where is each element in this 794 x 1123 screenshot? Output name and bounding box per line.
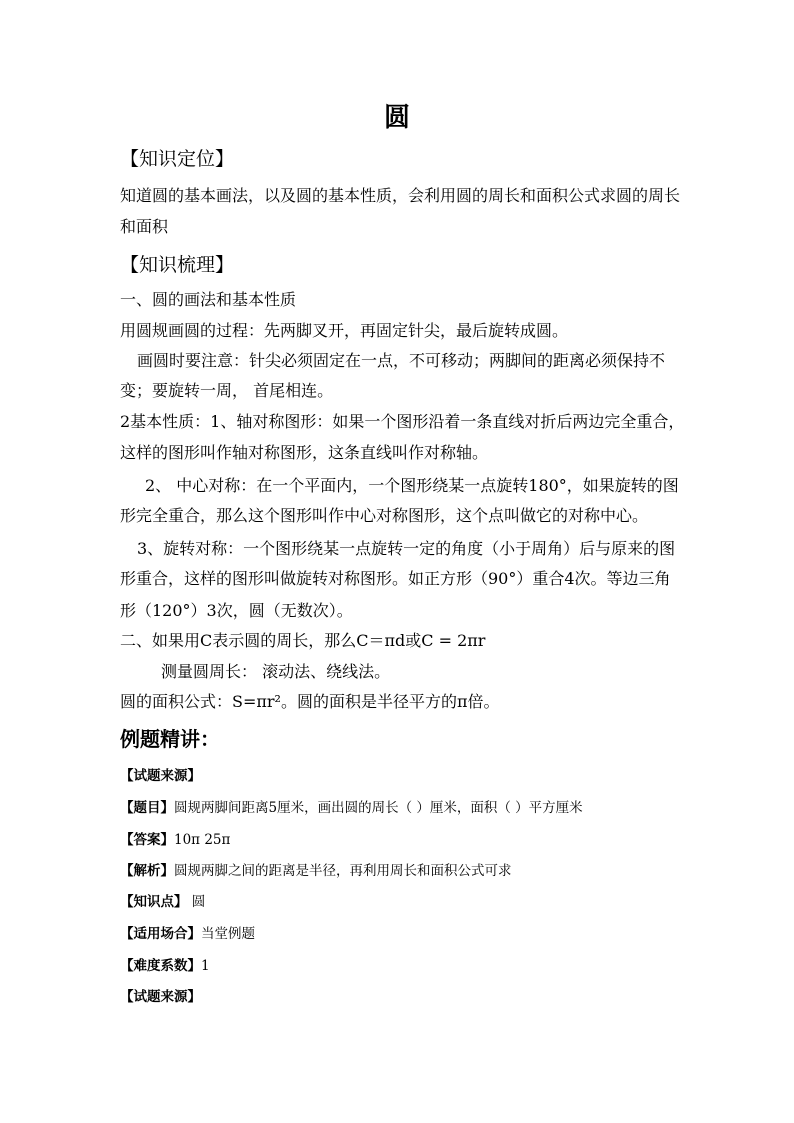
area-formula-text: 圆的面积公式：S=πr²。圆的面积是半径平方的π倍。 <box>120 692 500 711</box>
example-analysis-row <box>120 862 512 880</box>
example-source-label-2: 【试题来源】 <box>120 989 201 1005</box>
difficulty-label: 【难度系数】 <box>120 958 201 974</box>
drawing-notes-line-1: 画圆时要注意：针尖必须固定在一点，不可移动；两脚间的距离必须保持不 <box>137 351 666 370</box>
knowledge-label: 【知识点】 <box>120 894 188 910</box>
drawing-notes-line-2: 变；要旋转一周， 首尾相连。 <box>120 381 334 400</box>
rotational-symmetry-line-3: 形（120°）3次，圆（无数次）。 <box>120 601 353 620</box>
example-difficulty-row <box>120 957 210 975</box>
example-knowledge-row <box>120 893 205 911</box>
circumference-formula-text: 二、如果用C表示圆的周长，那么C＝πd或C = 2πr <box>120 631 486 650</box>
question-label: 【题目】 <box>120 800 174 816</box>
scene-label: 【适用场合】 <box>120 926 201 942</box>
central-symmetry-line-1: 2、 中心对称：在一个平面内，一个图形绕某一点旋转180°，如果旋转的图 <box>145 476 679 495</box>
section-heading-examples: 例题精讲： <box>120 727 220 751</box>
knowledge-text: 圆 <box>187 894 206 910</box>
central-symmetry-line-2: 形完全重合，那么这个图形叫作中心对称图形，这个点叫做它的对称中心。 <box>120 506 649 525</box>
paragraph-heading-drawing: 一、圆的画法和基本性质 <box>120 290 297 309</box>
positioning-text-line-2: 和面积 <box>120 217 169 236</box>
drawing-process-text: 用圆规画圆的过程：先两脚叉开，再固定针尖，最后旋转成圆。 <box>120 321 569 340</box>
positioning-text-line-1: 知道圆的基本画法，以及圆的基本性质，会利用圆的周长和面积公式求圆的周长 <box>120 186 681 205</box>
answer-label: 【答案】 <box>120 832 174 848</box>
answer-text: 10π 25π <box>174 832 231 848</box>
measure-circumference-text: 测量圆周长： 滚动法、绕线法。 <box>161 662 391 681</box>
question-text: 圆规两脚间距离5厘米，画出圆的周长（ ）厘米，面积（ ）平方厘米 <box>174 800 583 816</box>
axial-symmetry-line-2: 这样的图形叫作轴对称图形，这条直线叫作对称轴。 <box>120 443 489 462</box>
page-title: 圆 <box>383 103 410 133</box>
example-source-label-1: 【试题来源】 <box>120 768 201 784</box>
example-scene-row <box>120 925 255 943</box>
analysis-text: 圆规两脚之间的距离是半径，再利用周长和面积公式可求 <box>174 863 512 879</box>
section-heading-positioning: 【知识定位】 <box>120 148 235 170</box>
example-question-row <box>120 799 583 817</box>
section-heading-review: 【知识梳理】 <box>120 254 235 276</box>
analysis-label: 【解析】 <box>120 863 174 879</box>
difficulty-text: 1 <box>201 958 210 974</box>
example-answer-row <box>120 831 230 849</box>
rotational-symmetry-line-2: 形重合，这样的图形叫做旋转对称图形。如正方形（90°）重合4次。等边三角 <box>120 569 671 588</box>
rotational-symmetry-line-1: 3、旋转对称：一个图形绕某一点旋转一定的角度（小于周角）后与原来的图 <box>137 539 676 558</box>
axial-symmetry-line-1: 2基本性质：1、轴对称图形：如果一个图形沿着一条直线对折后两边完全重合， <box>120 412 685 431</box>
scene-text: 当堂例题 <box>201 926 255 942</box>
